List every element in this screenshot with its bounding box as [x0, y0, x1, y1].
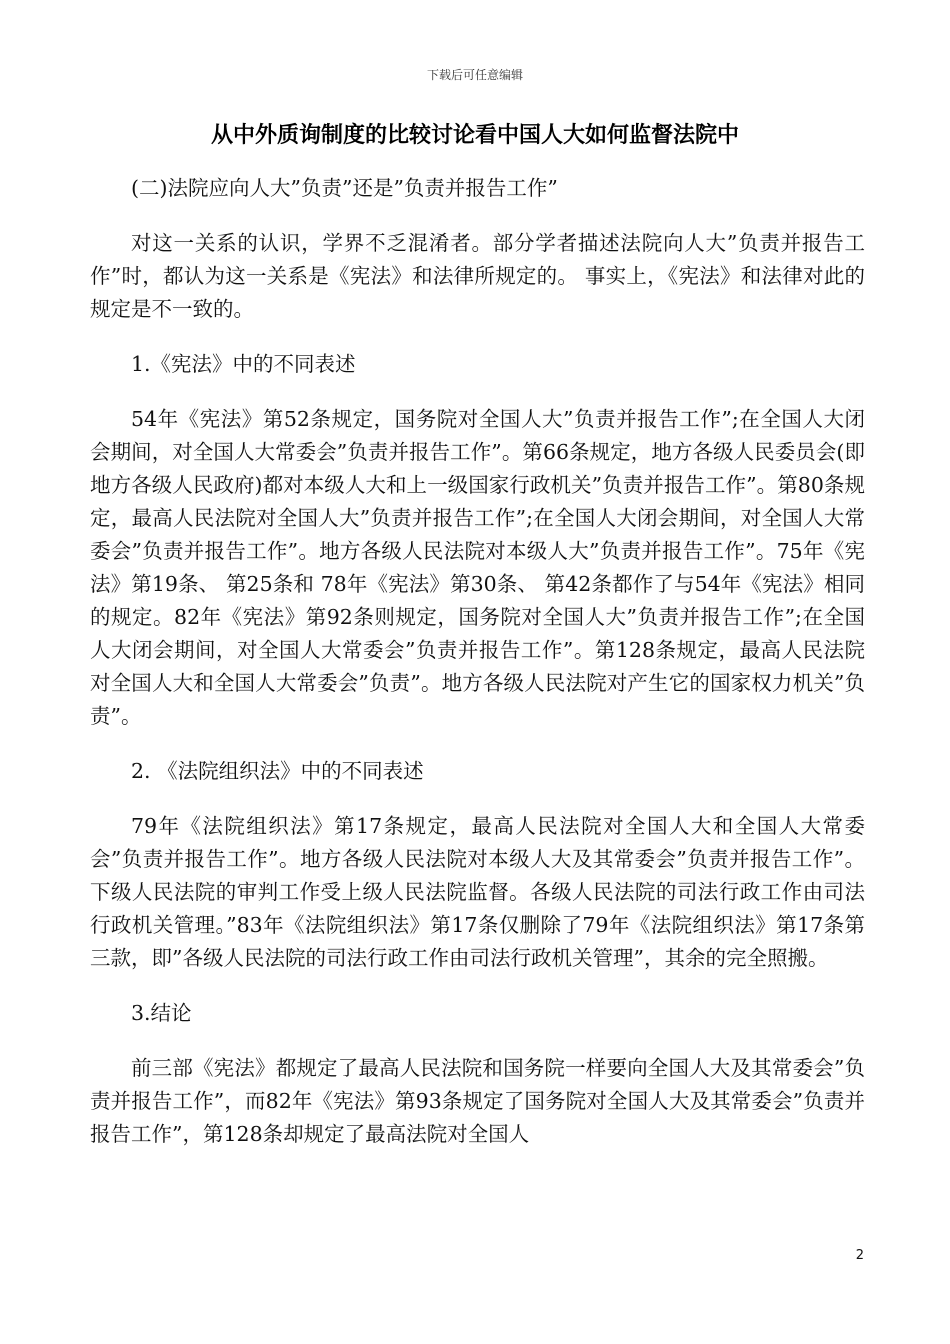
section-heading: (二)法院应向人大”负责”还是”负责并报告工作”: [131, 176, 558, 200]
subsection-heading-constitution: 1.《宪法》中的不同表述: [131, 352, 356, 376]
conclusion-paragraph: 前三部《宪法》都规定了最高人民法院和国务院一样要向全国人大及其常委会”负责并报告工作”，而82年《宪法》第93条规定了国务院对全国人大及其常委会”负责并报告工作”，第128条却规定了最高法院对全国人: [90, 1056, 865, 1146]
page-number: 2: [855, 1248, 864, 1263]
intro-paragraph: 对这一关系的认识，学界不乏混淆者。部分学者描述法院向人大”负责并报告工作”时，都认为这一关系是《宪法》和法律所规定的。 事实上，《宪法》和法律对此的规定是不一致的。: [90, 231, 865, 321]
document-body: [90, 172, 865, 1173]
court-law-paragraph: 79年《法院组织法》第17条规定，最高人民法院对全国人大和全国人大常委会”负责并报告工作”。地方各级人民法院对本级人大及其常委会”负责并报告工作”。下级人民法院的审判工作受上级人民法院监督。各级人民法院的司法行政工作由司法行政机关管理。”83年《法院组织法》第17条仅删除了79年《法院组织法》第17条第三款，即”各级人民法院的司法行政工作由司法行政机关管理”，其余的完全照搬。: [90, 814, 865, 970]
subsection-heading-conclusion: 3.结论: [131, 1001, 192, 1025]
subsection-heading-court-law: 2. 《法院组织法》中的不同表述: [131, 759, 424, 783]
document-title: 从中外质询制度的比较讨论看中国人大如何监督法院中: [210, 123, 739, 148]
constitution-paragraph: 54年《宪法》第52条规定，国务院对全国人大”负责并报告工作”;在全国人大闭会期间，对全国人大常委会”负责并报告工作”。第66条规定，地方各级人民委员会(即地方各级人民政府)都对本级人大和上一级国家行政机关”负责并报告工作”。第80条规定，最高人民法院对全国人大”负责并报告工作”;在全国人大闭会期间，对全国人大常委会”负责并报告工作”。地方各级人民法院对本级人大”负责并报告工作”。75年《宪法》第19条、 第25条和 78年《宪法》第30条、 第42条都作了与54年《宪法》相同的规定。82年《宪法》第92条则规定，国务院对全国人大”负责并报告工作”;在全国人大闭会期间，对全国人大常委会”负责并报告工作”。第128条规定，最高人民法院对全国人大和全国人大常委会”负责”。地方各级人民法院对产生它的国家权力机关”负责”。: [90, 407, 865, 728]
header-note: 下载后可任意编辑: [426, 68, 523, 82]
